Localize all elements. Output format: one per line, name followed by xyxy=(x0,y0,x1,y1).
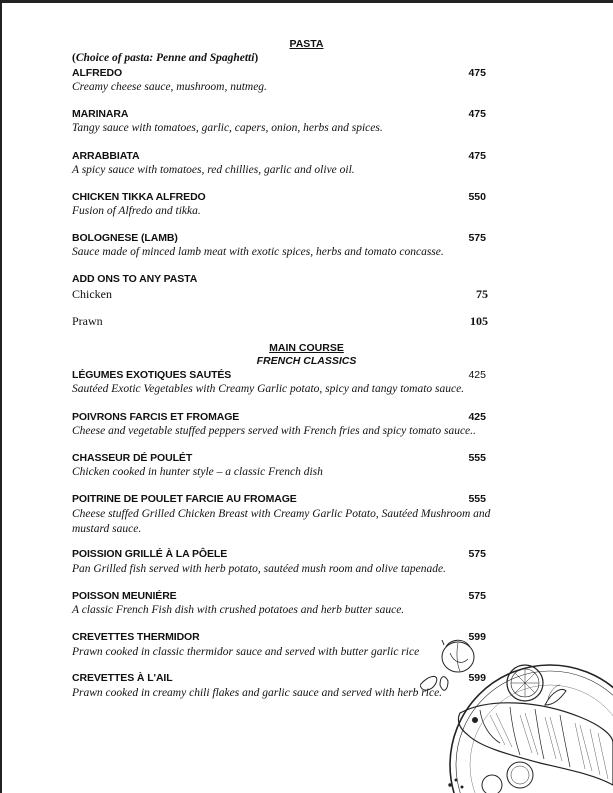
menu-item-price: 555 xyxy=(468,452,486,464)
menu-item-name: POITRINE DE POULET FARCIE AU FROMAGE xyxy=(72,493,297,505)
menu-item-name: CREVETTES À L'AIL xyxy=(72,672,173,684)
section-subtitle-french-classics: FRENCH CLASSICS xyxy=(256,355,357,367)
menu-item-price: 475 xyxy=(468,150,486,162)
menu-item-name: ALFREDO xyxy=(72,67,123,79)
menu-item-name: MARINARA xyxy=(72,108,129,120)
menu-item-price: 550 xyxy=(468,191,486,203)
menu-item-desc: Prawn cooked in classic thermidor sauce and served with butter garlic rice xyxy=(72,646,420,658)
menu-item-price: 599 xyxy=(468,631,486,643)
section-title-pasta: PASTA xyxy=(289,38,324,50)
menu-item-desc: A spicy sauce with tomatoes, red chillies, garlic and olive oil. xyxy=(72,164,355,176)
menu-item-desc: Cheese and vegetable stuffed peppers served with French fries and spicy tomato sauce.. xyxy=(72,425,476,437)
menu-item-name: LÉGUMES EXOTIQUES SAUTÉS xyxy=(72,369,232,381)
menu-item-desc: Sautéed Exotic Vegetables with Creamy Garlic potato, spicy and tangy tomato sauce. xyxy=(72,383,465,395)
garlic-icon xyxy=(442,640,474,672)
menu-item-price: 599 xyxy=(468,672,486,684)
menu-item-name: POISSON MEUNIÉRE xyxy=(72,590,177,602)
menu-item-price: 475 xyxy=(468,108,486,120)
menu-item-price: 575 xyxy=(468,590,486,602)
menu-item-desc: Sauce made of minced lamb meat with exotic spices, herbs and tomato concasse. xyxy=(72,246,444,258)
choice-open-paren: ( xyxy=(72,52,76,64)
menu-item-name: CREVETTES THERMIDOR xyxy=(72,631,200,643)
menu-item-name: ARRABBIATA xyxy=(72,150,140,162)
menu-item-name: BOLOGNESE (LAMB) xyxy=(72,232,178,244)
menu-item-name: POISSION GRILLÉ À LA PÔELE xyxy=(72,548,228,560)
menu-item-name: POIVRONS FARCIS ET FROMAGE xyxy=(72,411,240,423)
addon-name: Chicken xyxy=(72,287,112,301)
menu-item-desc: A classic French Fish dish with crushed potatoes and herb butter sauce. xyxy=(72,604,405,616)
addons-title: ADD ONS TO ANY PASTA xyxy=(72,273,198,285)
addon-price: 75 xyxy=(476,287,488,301)
menu-item-price: 575 xyxy=(468,548,486,560)
menu-item-price: 475 xyxy=(468,67,486,79)
menu-item-price: 425 xyxy=(468,369,486,381)
fish-plate-sketch-icon xyxy=(420,625,613,793)
menu-item-desc: Pan Grilled fish served with herb potato, sautéed mush room and olive tapenade. xyxy=(72,563,446,575)
menu-item-desc: Creamy cheese sauce, mushroom, nutmeg. xyxy=(72,81,267,93)
pasta-choice-note xyxy=(72,52,258,64)
menu-item-desc: Chicken cooked in hunter style – a classic French dish xyxy=(72,466,323,478)
menu-item-desc: Cheese stuffed Grilled Chicken Breast with Creamy Garlic Potato, Sautéed Mushroom and mustard sauce. xyxy=(72,508,491,535)
addon-name: Prawn xyxy=(72,314,103,328)
addon-price: 105 xyxy=(470,314,488,328)
menu-item-name: CHASSEUR DÉ POULÉT xyxy=(72,452,193,464)
menu-item-price: 425 xyxy=(468,411,486,423)
menu-item-name: CHICKEN TIKKA ALFREDO xyxy=(72,191,206,203)
menu-item-desc: Tangy sauce with tomatoes, garlic, capers, onion, herbs and spices. xyxy=(72,122,383,134)
choice-close-paren: ) xyxy=(254,52,259,64)
choice-text: Choice of pasta: Penne and Spaghetti xyxy=(75,52,255,64)
menu-item-price: 555 xyxy=(468,493,486,505)
menu-item-desc: Fusion of Alfredo and tikka. xyxy=(72,205,201,217)
menu-item-price: 575 xyxy=(468,232,486,244)
menu-item-desc: Prawn cooked in creamy chili flakes and garlic sauce and served with herb rice. xyxy=(72,687,443,699)
section-title-main-course: MAIN COURSE xyxy=(269,342,344,354)
